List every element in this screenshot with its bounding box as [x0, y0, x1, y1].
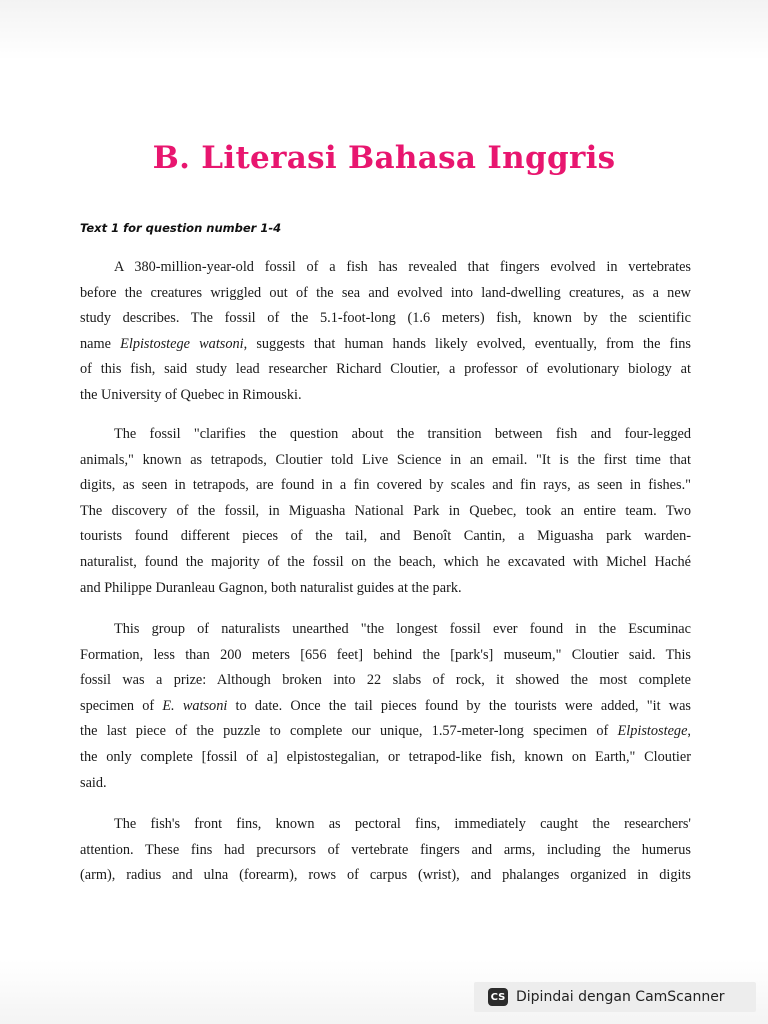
text-line: The fish's front fins, known as pectoral fins, immediately caught the researchers' [114, 816, 691, 832]
text-line: The fossil "clarifies the question about the transition between fish and four-legged [114, 426, 691, 442]
text-line: (arm), radius and ulna (forearm), rows of carpus (wrist), and phalanges organized in digits [80, 867, 691, 884]
text-line: name Elpistostege watsoni, suggests that human hands likely evolved, eventually, from the fins [80, 335, 691, 352]
text-line: The discovery of the fossil, in Miguasha National Park in Quebec, took an entire team. Two [80, 502, 691, 519]
camscanner-label: Dipindai dengan CamScanner [516, 989, 725, 1005]
text-line: animals," known as tetrapods, Cloutier told Live Science in an email. "It is the first time that [80, 451, 691, 468]
text-subtitle: Text 1 for question number 1-4 [80, 221, 282, 235]
text-line: before the creatures wriggled out of the sea and evolved into land-dwelling creatures, as a new [80, 284, 691, 301]
text-line: attention. These fins had precursors of vertebrate fingers and arms, including the humerus [80, 841, 691, 858]
text-line: study describes. The fossil of the 5.1-foot-long (1.6 meters) fish, known by the scientific [80, 310, 691, 327]
paragraph-2 [80, 422, 691, 601]
text-line: This group of naturalists unearthed "the longest fossil ever found in the Escuminac [114, 621, 691, 637]
text-line: the last piece of the puzzle to complete our unique, 1.57-meter-long specimen of Elpistostege, [80, 723, 691, 740]
text-line: the University of Quebec in Rimouski. [80, 386, 302, 403]
paragraph-4 [80, 812, 691, 889]
text-line: the only complete [fossil of a] elpistostegalian, or tetrapod-like fish, known on Earth," Cloutier [80, 748, 691, 765]
text-line: specimen of E. watsoni to date. Once the tail pieces found by the tourists were added, "it was [80, 697, 691, 714]
page-title: B. Literasi Bahasa Inggris [152, 140, 616, 176]
text-line: and Philippe Duranleau Gagnon, both naturalist guides at the park. [80, 579, 462, 596]
text-line: said. [80, 774, 107, 791]
camscanner-logo-icon: CS [488, 988, 508, 1006]
text-line: Formation, less than 200 meters [656 feet] behind the [park's] museum," Cloutier said. This [80, 646, 691, 663]
camscanner-badge [474, 982, 756, 1012]
text-line: of this fish, said study lead researcher Richard Cloutier, a professor of evolutionary biology at [80, 361, 691, 378]
text-line: A 380-million-year-old fossil of a fish has revealed that fingers evolved in vertebrates [114, 259, 691, 275]
text-line: naturalist, found the majority of the fossil on the beach, which he excavated with Michel Haché [80, 553, 691, 570]
text-line: fossil was a prize: Although broken into 22 slabs of rock, it showed the most complete [80, 672, 691, 689]
text-line: tourists found different pieces of the tail, and Benoît Cantin, a Miguasha park warden- [80, 528, 691, 545]
text-line: digits, as seen in tetrapods, are found in a fin covered by scales and fin rays, as seen in fishes." [80, 477, 691, 494]
paragraph-1 [80, 255, 691, 409]
paragraph-3 [80, 617, 691, 796]
